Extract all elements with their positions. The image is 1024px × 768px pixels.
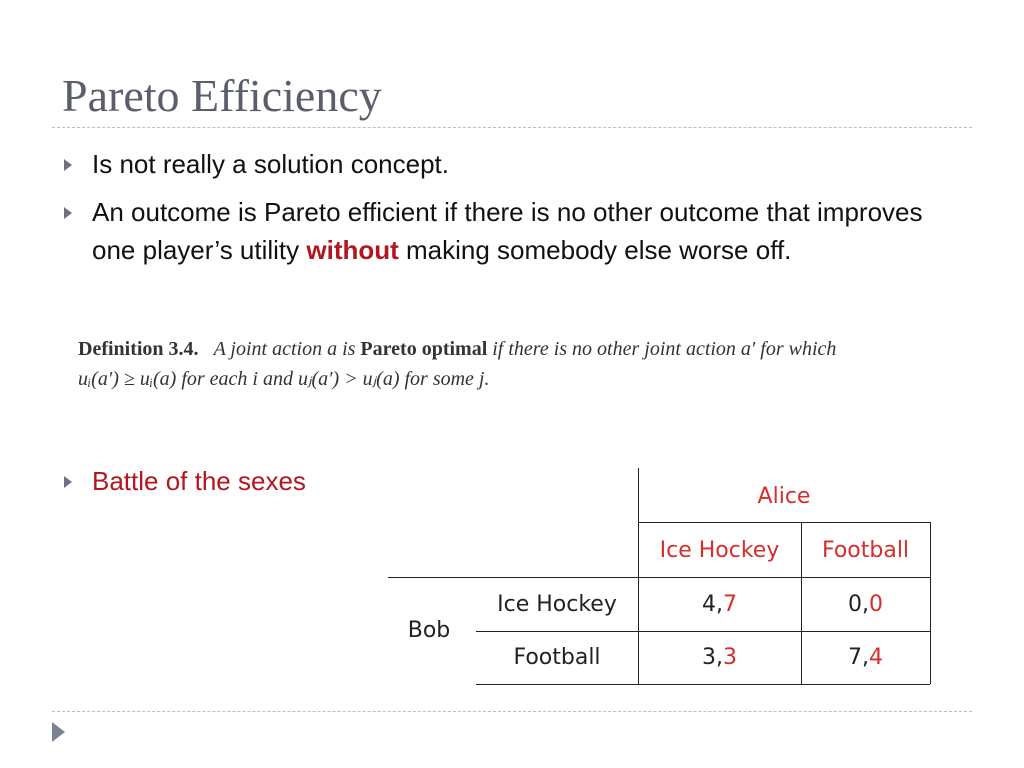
- alice-payoff: 0: [869, 591, 883, 617]
- payoff-separator: ,: [716, 645, 723, 670]
- bullet-arrow-icon: [64, 159, 72, 171]
- definition-label: Definition 3.4.: [78, 338, 199, 360]
- bullet-item: [64, 193, 954, 269]
- definition-line-2: uᵢ(a′) ≥ uᵢ(a) for each i and uⱼ(a′) > uⱼ(a) for some j.: [78, 368, 490, 390]
- bullet-text-end: making somebody else worse off.: [398, 235, 792, 265]
- bullet-text: Is not really a solution concept.: [92, 149, 449, 179]
- payoff-separator: ,: [862, 645, 869, 670]
- definition-term: Pareto optimal: [360, 338, 488, 360]
- bullet-arrow-icon: [64, 476, 72, 488]
- bob-payoff: 4: [702, 591, 716, 617]
- payoff-separator: ,: [716, 591, 723, 617]
- emphasis-word: without: [306, 235, 399, 265]
- payoff-separator: ,: [862, 591, 869, 617]
- row-header: Ice Hockey: [497, 591, 617, 617]
- bullet-item: [64, 462, 364, 500]
- definition-block: [78, 334, 968, 394]
- matrix-line: [930, 522, 931, 684]
- column-header: Ice Hockey: [659, 538, 780, 563]
- definition-intro: A joint action a is: [213, 338, 356, 360]
- payoff-cell: [638, 577, 801, 631]
- row-player-label: Bob: [407, 618, 451, 643]
- bullet-arrow-icon: [64, 207, 72, 219]
- alice-payoff: 4: [869, 645, 883, 670]
- next-slide-icon[interactable]: [52, 722, 65, 742]
- bullet-item: [64, 145, 954, 183]
- payoff-cell: [801, 631, 930, 684]
- bullet-text: Battle of the sexes: [92, 466, 306, 496]
- column-header: Football: [821, 538, 910, 563]
- definition-body: if there is no other joint action a′ for which: [492, 338, 837, 360]
- payoff-cell: [801, 577, 930, 631]
- bullet-text-start: An outcome is Pareto efficient if there is no other outcome that improves one player’s utility: [92, 197, 923, 265]
- definition-line-1: [78, 334, 968, 364]
- row-header: Football: [513, 645, 601, 670]
- alice-payoff: 7: [723, 591, 737, 617]
- title-divider: [52, 127, 972, 128]
- matrix-line: [476, 684, 930, 685]
- bob-payoff: 3: [702, 645, 716, 670]
- footer-divider: [52, 711, 972, 712]
- bob-payoff: 7: [848, 645, 862, 670]
- slide-title: Pareto Efficiency: [62, 70, 382, 121]
- bullet-text: [92, 193, 954, 269]
- column-player-label: Alice: [757, 483, 811, 509]
- alice-payoff: 3: [723, 645, 737, 670]
- bob-payoff: 0: [848, 591, 862, 617]
- payoff-cell: [638, 631, 801, 684]
